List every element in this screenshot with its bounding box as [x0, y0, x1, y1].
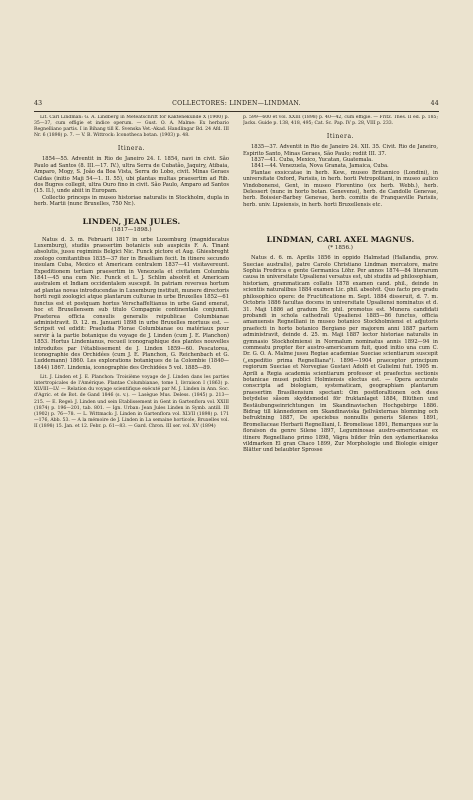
right-column — [243, 115, 438, 454]
entry-dates: (1817—1898.) — [111, 226, 152, 233]
itinera-paragraph: 1837—41. Cuba, Mexico, Yucatan, Guatemala. — [251, 157, 373, 163]
literature-paragraph: Lit. J. Linden et J. E. Planchon: Troisième voyage de J. Linden dans les parties intertropicales de l'Amérique. Plantae Columbianae, tome I, livraison I (1863) p. XLVIII—LV. — Relation du voyage scientifique exécuté par M. J. Linden in Ann. Soc. d'Agric. et de Bot. de Gand 1846 (s. v.). — Lasègue Mus. Deless. (1845) p. 213—215. — E. Regel: J. Linden und sein Etablissement in Gent in Gartenflora vol. XXIII (1874) p. 196—201, tab. 801. — Ign. Urban: Jean Jules Linden in Symb. antill. III (1902) p. 76—78. — L. Wittmack: J. Linden in Gartenflora vol. XLVII (1898) p. 171—176, Abb. 53. — A la mémoire de J. Linden in La semaine horticole, Bruxelles vol. II (1898) 15. Jan. et 12. Febr. p. 61—83. — Gard. Chron. III ser. vol. XV (1894) — [34, 375, 229, 429]
itinera-paragraph: 1854—55. Adventit in Rio de Janeiro 24. I. 1854, navi in civit. São Paulo ad Santos (8. III.—17. IV.), ultra Serra de Cubatão, Jaquiry, Atibaia, Amparo, Mogy, S. João da Boa Vista, Serra do Lobo, civit. Minas Geraes Caldas (initio Maji 54—1. II. 55), ubi plantas multas praesertim ad Rib. dos Bugres collegit, ultra Ouro fino in civit. São Paulo, Amparo ad Santos (15. II.), unde abiit in Europam. — [34, 156, 229, 195]
itinera-heading: Itinera. — [117, 145, 146, 153]
page-number-right: 44 — [430, 100, 439, 107]
entry-dates: (* 1856.) — [328, 245, 353, 252]
itinera-paragraph: Plantae exsiccatae in herb. Kew., museo Britannico (Londini), in universitate Oxford, Parisiis, in herb. horti Petropolitani, in museo aulico Vindobonensi, Gent, in museo Florentino (ex herb. Webb.), herb. Delessert (nunc in horto botan. Genevensi), herb. de Candolle Genevae, herb. Boissier-Barbey Genevae, herb. comitis de Franqueville Parisiis, herb. univ. Lipsiensis, in herb. horti Bruxellensis etc. — [243, 169, 438, 208]
spacer — [243, 208, 438, 226]
left-column — [34, 115, 229, 430]
itinera-paragraph: 1841—44. Venezuela, Nova Granata, Jamaica, Cuba. — [251, 163, 389, 170]
itinera-paragraph: Collectio princeps in museo historiae naturalis in Stockholm, dupla in herb. Martii (nunc Bruxelles, 750 Nr.). — [34, 194, 229, 208]
biography-paragraph: Natus d. 6. m. Aprilis 1856 in oppido Halmstad (Hallandia, prov. Sueciae australis), patre Carolo Christiano Lindman mercatore, matre Sophia Fredrica e gente Germanica Löhr. Per annos 1874—84 literarum causa in universitate Upsaliensi versatus est, ubi studiis ad philosophiam, historiam, grammaticam collatis 1878 examen cand. phil., deinde in scientiis naturalibus 1884 examen Lic. phil. absolvit. Quo facto pro gradu philosophico opere: de Fructificatione m. Sept. 1884 disseruit, d. 7. m. Octobris 1886 facultas docens in universitate Upsaliensi nominatus et d. 31. Maji 1886 ad gradum Dr. phil. promotus est. Munera candidati probandi in schola cathedrali Upsaliensi 1885—86 functus, officia amanuensis Regnelliani in museo botanico Stockholmiensi et adjutoris praefecti in horto botanico Bergiano per majorem anni 1887 partem administravit, deinde d. 25. m. Maji 1887 lector historiae naturalis in gymnasio Stockholmiensi in Normalum nominatus annis 1892—94 in commeatu propter iter austro-americanum fuit, quod initio una cum C. Dr. G. O. A. Malme jussu Regiae academiae Sueciae scientiarum suscepit („expeditio prima Regnelliana"). 1896—1904 praeceptor principum regiorum Sueciae et Norvegiae Gustavi Adolfi et Gulielmi fuit. 1905 m. Aprili a Regia academia scientiarum professor et praefectus sectionis botanicae musei publici Holmiensis electus est. — Opera accurate conscripta ad biologiam, systematicam, geographiam plantarum praesertim Brasiliensium spectant: Om postfloraltionen och dess betydelse såsom skyddsmedel för fruktanlaget 1884, Blüthen und Bestäubungseinrichtungen im Skandinavischen Hochgebirge 1886. Bidrag till kännedomen om Skandinaviska fjellväxternas blomning och befruktning 1887, De speciebus nonnullis generis Silenes 1891, Bromeliaceae Herbarii Regnelliani, I. Bromelieae 1891, Remarques sur la floraison du genre Silene 1897, Leguminosae austro-americanae ex itinere Regnelliano primo 1898, Vägra bilder från den sydamerikanska vildmarken El gran Chaco 1899, Zur Morphologie und Biologie einiger Blätter und belaubter Sprosse — [243, 255, 438, 454]
header-rule — [34, 111, 439, 112]
entry-heading: LINDEN, JEAN JULES. — [82, 216, 181, 226]
page-number-left: 43 — [34, 100, 43, 107]
entry-heading: LINDMAN, CARL AXEL MAGNUS. — [266, 235, 415, 245]
itinera-heading: Itinera. — [326, 133, 355, 141]
linden-literature-continued: p. 599—600 et vol. XXIII (1898) p. 40—42, cum effigie. — Fritz. Thes. II ed. p. 185; Jacks. Guide p. 138, 418, 495; Cat. Sc. Pap. IV p. 28, VIII p. 233. — [243, 115, 438, 127]
itinera-paragraph: 1835—37. Adventit in Rio de Janeiro 24. XII. 35. Civit. Rio de Janeiro, Espirito Santo, Minas Geraes, São Paulo; rediit III. 37. — [243, 144, 438, 157]
running-title: COLLECTORES: LINDEN—LINDMAN. — [172, 100, 301, 107]
running-head — [34, 100, 439, 110]
biography-paragraph: Natus d. 3. m. Februarii 1817 in urbe Luxemburg (magniducatus Luxemburg), studiis praesertim botanicis sub auspiciis F. A. Tinant absolutis, jussu regiminis Belgici Nic. Funck pictore et Aug. Ghiesbreght zoologo comitantibus 1835—37 iter in Brasiliam fecit. In itinere secundo insulam Cuba, Mexico et Americam centralem 1837—41 visitavereunt. Expeditionem tertiam praesertim in Venezuela et civitatem Columbia 1841—45 una cum Nic. Funck et L. J. Schlim absolvit et Americam australem et Indiam occidentalem suscepit. In patriam reversus hortum ad plantas novas introducendas in Luxemburg instituit, munere directoris horti regii zoologici atque plantarum culturae in urbe Bruxelles 1852—61 functus est et postquam hortus Verschaffeltianus in urbe Gand emerat, hoc et Bruxellensem sub titulo Compagnie continentale conjunxit. Praeterea officia consulis generalis reipublicae Columbianae administravit. D. 12. m. Januarii 1898 in urbe Bruxelles mortuus est. — Scripsit vel edidit: Praeludia Florae Columbianae ou matériaux pour servir à la partie botanique du voyage de J. Linden (cum J. E. Planchon) 1853. Hortus Lindenianus, recueil iconographique des plantes nouvelles introduites par l'établissement de J. Linden 1859—60. Pescatorea, iconographie des Orchidées (cum J. E. Planchon, G. Reichenbach et G. Luddemann) 1860. Les explorations botaniques de la Colombie (1840—1844) 1867. Lindenia, iconographie des Orchidées 5 vol. 1885—89. — [34, 236, 229, 371]
lindman-literature-continued: Lit. Carl Lindman: G. A. Lindberg in Meteatschrift för Kaktenekunde X (1900) p. 35—37, cum effigie et indice operum. — Gust. O. A. Malme: Ex herbario Regnelliano partis. I in Bihang till K. Svenska Vet.-Akad. Handlingar Bd. 24 Afd. III Nr. 6 (1898) p. 7. — V. B. Wittrock: Iconotheca botan. (1903) p. 48. — [34, 115, 229, 139]
